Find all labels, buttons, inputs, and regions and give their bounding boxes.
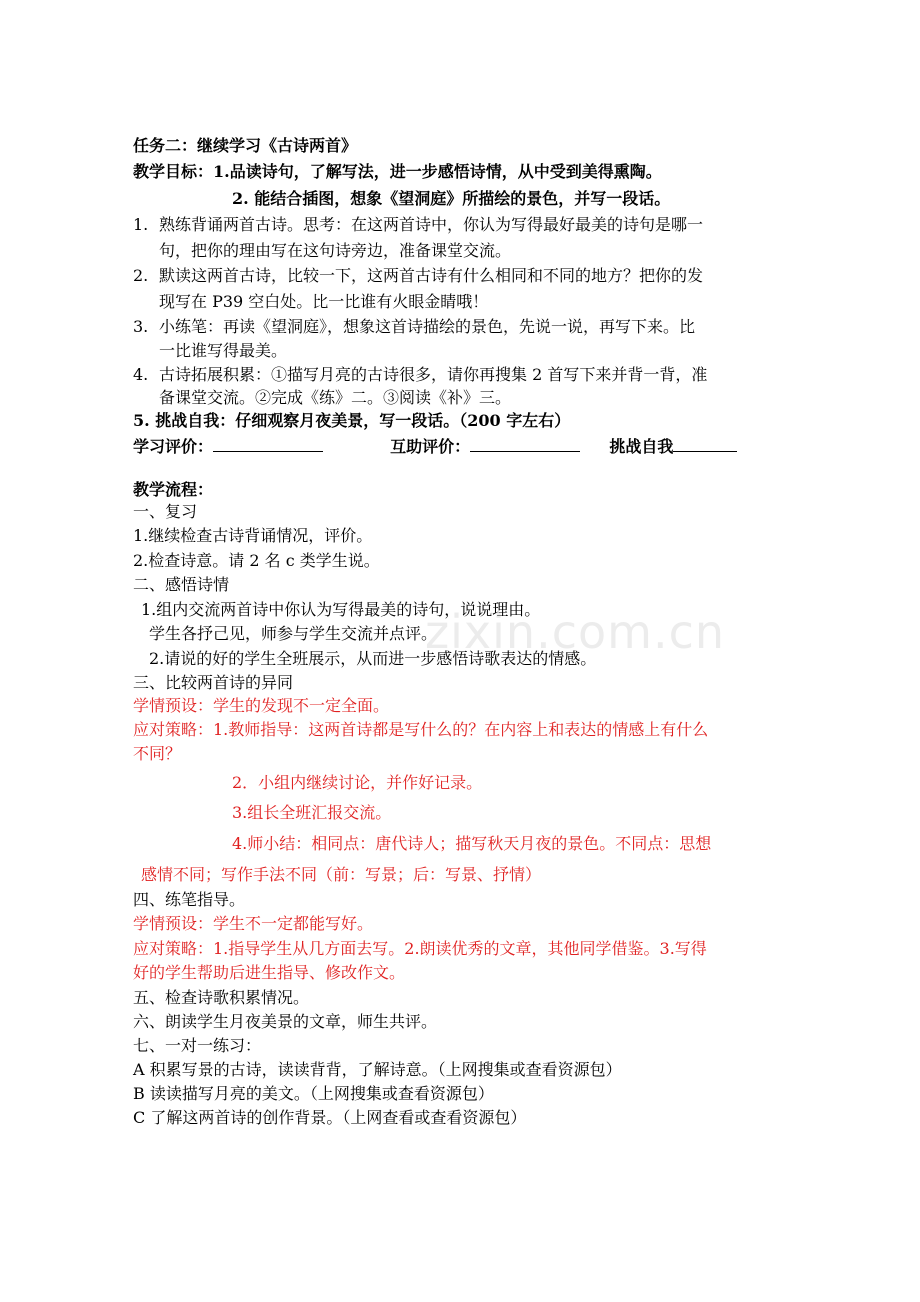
section-3-preset: 学情预设：学生的发现不一定全面。 <box>133 696 390 715</box>
goal-2: 2. 能结合插图，想象《望洞庭》所描绘的景色，并写一段话。 <box>232 189 671 208</box>
section-3-heading: 三、比较两首诗的异同 <box>133 673 294 692</box>
section-1-item-1: 1.继续检查古诗背诵情况，评价。 <box>133 526 373 545</box>
task-item-4-cont: 备课堂交流。②完成《练》二。③阅读《补》三。 <box>159 388 512 407</box>
section-3-strategy-4-cont: 感情不同；写作手法不同（前：写景；后：写景、抒情） <box>141 865 542 884</box>
task-item-text: 默读这两首古诗，比较一下，这两首古诗有什么相同和不同的地方？把你的发 <box>159 266 704 285</box>
challenge-evaluation-label: 挑战自我 <box>609 437 674 456</box>
section-7-item-a: A 积累写景的古诗，读读背背，了解诗意。（上网搜集或查看资源包） <box>133 1060 622 1079</box>
task-item-text: 古诗拓展积累：①描写月亮的古诗很多，请你再搜集 2 首写下来并背一背，准 <box>159 365 708 384</box>
peer-evaluation-blank[interactable] <box>470 434 580 452</box>
section-1-item-2: 2.检查诗意。请 2 名 c 类学生说。 <box>133 551 380 570</box>
goals-label: 教学目标： <box>133 162 214 181</box>
section-3-strategy-2: 2．小组内继续讨论，并作好记录。 <box>232 773 483 792</box>
section-2-item-2: 学生各抒己见，师参与学生交流并点评。 <box>149 624 438 643</box>
section-4-strategy-1-cont: 好的学生帮助后进生指导、修改作文。 <box>133 963 406 982</box>
task-item-text: 小练笔：再读《望洞庭》，想象这首诗描绘的景色，先说一说，再写下来。比 <box>159 317 696 336</box>
section-3-strategy-4: 4.师小结：相同点：唐代诗人；描写秋天月夜的景色。不同点：思想 <box>232 834 712 853</box>
self-evaluation-blank[interactable] <box>213 434 323 452</box>
challenge-evaluation-blank[interactable] <box>673 434 737 452</box>
section-3-strategy-1: 应对策略：1.教师指导：这两首诗都是写什么的？在内容上和表达的情感上有什么 <box>133 720 709 739</box>
task-item-text: 熟练背诵两首古诗。思考：在这两首诗中，你认为写得最好最美的诗句是哪一 <box>159 215 704 234</box>
section-2-item-1: 1.组内交流两首诗中你认为写得最美的诗句，说说理由。 <box>141 600 541 619</box>
task-item-4 <box>133 364 707 386</box>
task-item-2-cont: 现写在 P39 空白处。比一比谁有火眼金睛哦！ <box>159 292 489 311</box>
peer-evaluation-label: 互助评价： <box>390 437 471 456</box>
section-4-preset: 学情预设：学生不一定都能写好。 <box>133 914 374 933</box>
task-item-number: 4. <box>133 365 149 384</box>
section-7-item-c: C 了解这两首诗的创作背景。（上网查看或查看资源包） <box>133 1108 527 1127</box>
evaluation-row <box>133 434 737 458</box>
section-5-heading: 五、检查诗歌积累情况。 <box>133 988 310 1007</box>
section-3-strategy-3: 3.组长全班汇报交流。 <box>232 803 392 822</box>
task-item-number: 1. <box>133 215 149 234</box>
section-7-heading: 七、一对一练习： <box>133 1036 262 1055</box>
task-item-number: 3. <box>133 317 149 336</box>
task-item-1 <box>133 214 703 236</box>
task-item-number: 2. <box>133 266 149 285</box>
task-item-2 <box>133 265 703 287</box>
watermark: zixin.com.cn <box>425 605 726 659</box>
section-1-heading: 一、复习 <box>133 502 198 521</box>
task-item-3-cont: 一比谁写得最美。 <box>159 341 288 360</box>
goal-1: 1.品读诗句，了解写法，进一步感悟诗情，从中受到美得熏陶。 <box>213 162 662 181</box>
section-6-heading: 六、朗读学生月夜美景的文章，师生共评。 <box>133 1012 438 1031</box>
section-7-item-b: B 读读描写月亮的美文。（上网搜集或查看资源包） <box>133 1084 494 1103</box>
task-title: 任务二：继续学习《古诗两首》 <box>133 136 358 155</box>
task-item-1-cont: 句，把你的理由写在这句诗旁边，准备课堂交流。 <box>159 241 512 260</box>
task-item-3 <box>133 316 695 338</box>
goals-line-1 <box>133 161 662 183</box>
section-3-strategy-1-cont: 不同？ <box>133 744 182 763</box>
self-evaluation-label: 学习评价： <box>133 437 214 456</box>
section-4-heading: 四、练笔指导。 <box>133 890 246 909</box>
section-4-strategy-1: 应对策略：1.指导学生从几方面去写。2.朗读优秀的文章，其他同学借鉴。3.写得 <box>133 939 707 958</box>
section-2-item-3: 2.请说的好的学生全班展示，从而进一步感悟诗歌表达的情感。 <box>149 649 597 668</box>
section-2-heading: 二、感悟诗情 <box>133 575 230 594</box>
process-title: 教学流程： <box>133 480 214 499</box>
challenge-task: 5. 挑战自我：仔细观察月夜美景，写一段话。（200 字左右） <box>133 411 571 430</box>
